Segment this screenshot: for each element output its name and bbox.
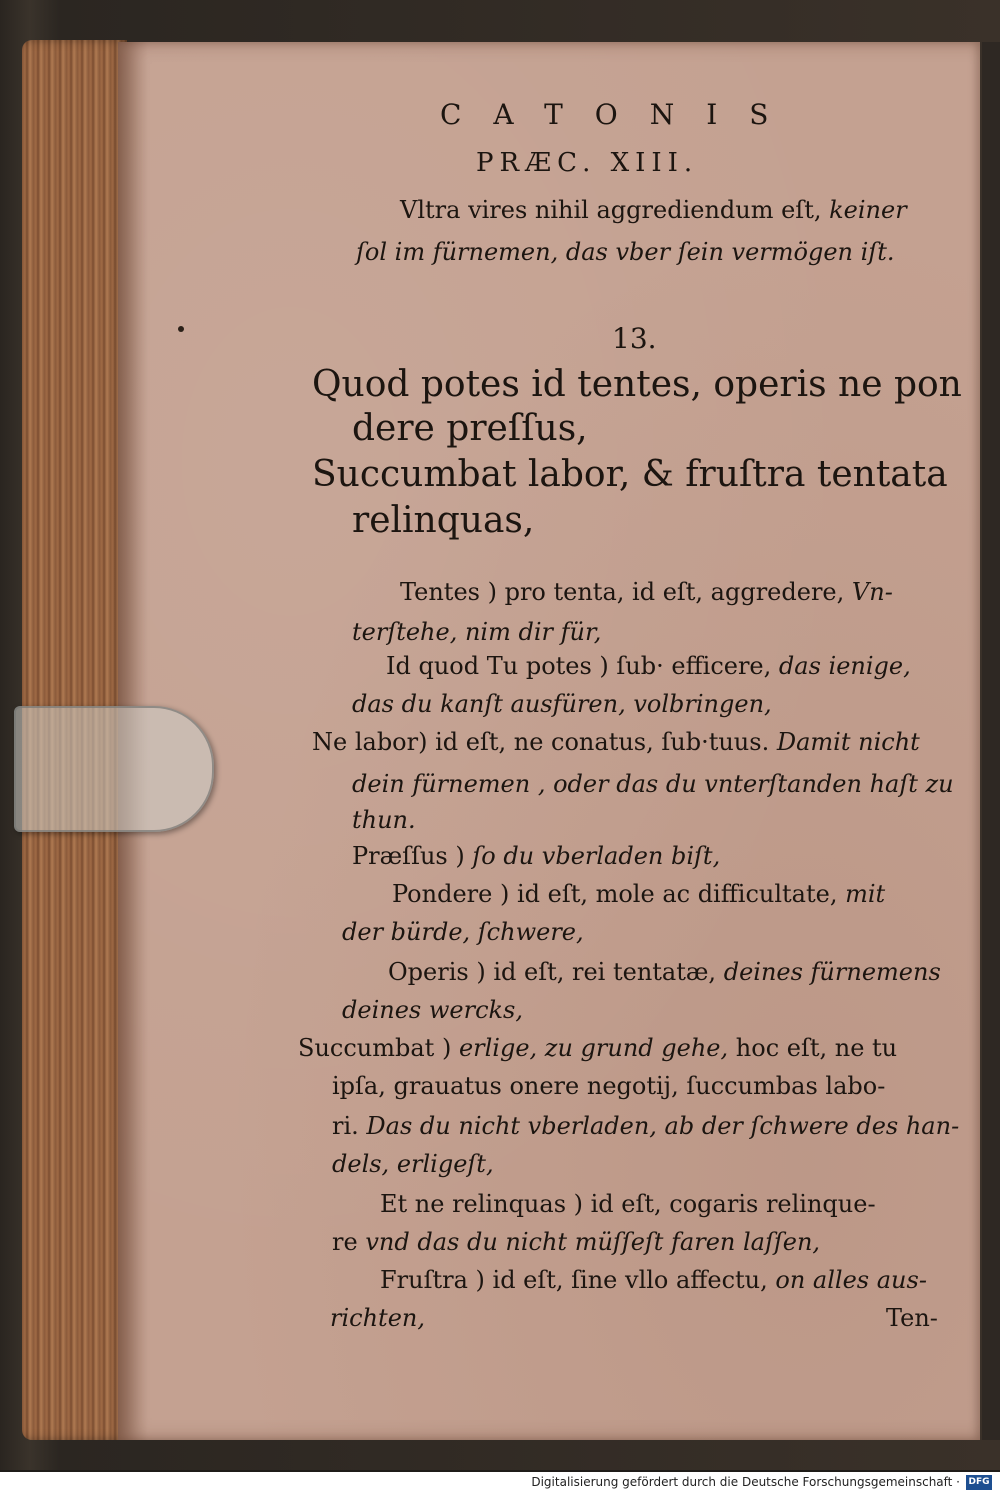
commentary-line [386,652,911,680]
commentary-german: das ienige, [778,652,911,680]
commentary-latin: ri. [332,1112,359,1140]
commentary-line: Et ne relinquas ) id eſt, cogaris relinque- [380,1190,876,1218]
commentary-line [332,1112,959,1140]
commentary-german: vnd das du nicht müſſeſt faren laſſen, [365,1228,821,1256]
commentary-latin: Tentes ) pro tenta, id eſt, aggredere, [400,578,845,606]
commentary-latin: Succumbat ) [298,1034,452,1062]
commentary-line: dels, erligeſt, [332,1150,494,1178]
verse-line-4: relinquas, [352,500,535,541]
section-heading: PRÆC. XIII. [476,148,699,178]
margin-dot [178,326,184,332]
commentary-line [392,880,885,908]
commentary-latin: Operis ) id eſt, rei tentatæ, [388,958,717,986]
commentary-latin: Pondere ) id eſt, mole ac difficultate, [392,880,838,908]
commentary-line: terſtehe, nim dir für, [352,618,602,646]
commentary-line [388,958,941,986]
intro-line-1 [400,196,907,224]
commentary-latin: Præſſus ) [352,842,465,870]
commentary-german: deines fürnemens [723,958,941,986]
footer-bar [0,1472,1000,1494]
commentary-latin: hoc eſt, ne tu [735,1034,898,1062]
commentary-line [400,578,893,606]
commentary-line: dein fürnemen , oder das du vnterſtanden haſt zu [352,770,954,798]
verse-line-1: Quod potes id tentes, operis ne pon [312,364,962,405]
running-title: CATONIS [440,98,801,131]
binding-right [982,42,1000,1440]
commentary-german: on alles aus- [775,1266,927,1294]
intro-line-2: ſol im fürnemen, das vber ſein vermögen iſt. [356,238,895,266]
commentary-german: Damit nicht [776,728,920,756]
commentary-latin: re [332,1228,358,1256]
funding-credit: Digitalisierung gefördert durch die Deutsche Forschungsgemeinschaft · [531,1475,960,1489]
commentary-line: ipſa, grauatus onere negotij, ſuccumbas labo- [332,1072,886,1100]
commentary-latin: Ne labor) id eſt, ne conatus, ſub·tuus. [312,728,770,756]
commentary-german: erlige, zu grund gehe, [458,1034,729,1062]
commentary-line: das du kanſt ausfüren, volbringen, [352,690,772,718]
verse-line-3: Succumbat labor, & fruſtra tentata [312,454,948,495]
commentary-german: Vn- [851,578,893,606]
commentary-line [298,1034,897,1062]
catchword: Ten- [886,1304,938,1332]
commentary-line [352,842,720,870]
commentary-line [332,1228,820,1256]
commentary-line: thun. [352,806,416,834]
commentary-latin: Fruſtra ) id eſt, ſine vllo affectu, [380,1266,768,1294]
commentary-german: ſo du vberladen biſt, [472,842,721,870]
commentary-latin: Id quod Tu potes ) ſub· efficere, [386,652,772,680]
commentary-line [380,1266,927,1294]
commentary-line [312,728,920,756]
verse-line-2: dere preſſus, [352,408,588,449]
commentary-german: mit [845,880,886,908]
commentary-line: der bürde, ſchwere, [342,918,584,946]
page-clip [14,706,214,832]
precept-number: 13. [612,322,657,355]
intro-german: keiner [829,196,907,224]
commentary-german: Das du nicht vberladen, ab der ſchwere des han- [366,1112,960,1140]
commentary-line: deines wercks, [342,996,523,1024]
commentary-line: richten, [330,1304,425,1332]
intro-latin: Vltra vires nihil aggrediendum eſt, [400,196,822,224]
dfg-logo-icon: DFG [966,1475,992,1490]
